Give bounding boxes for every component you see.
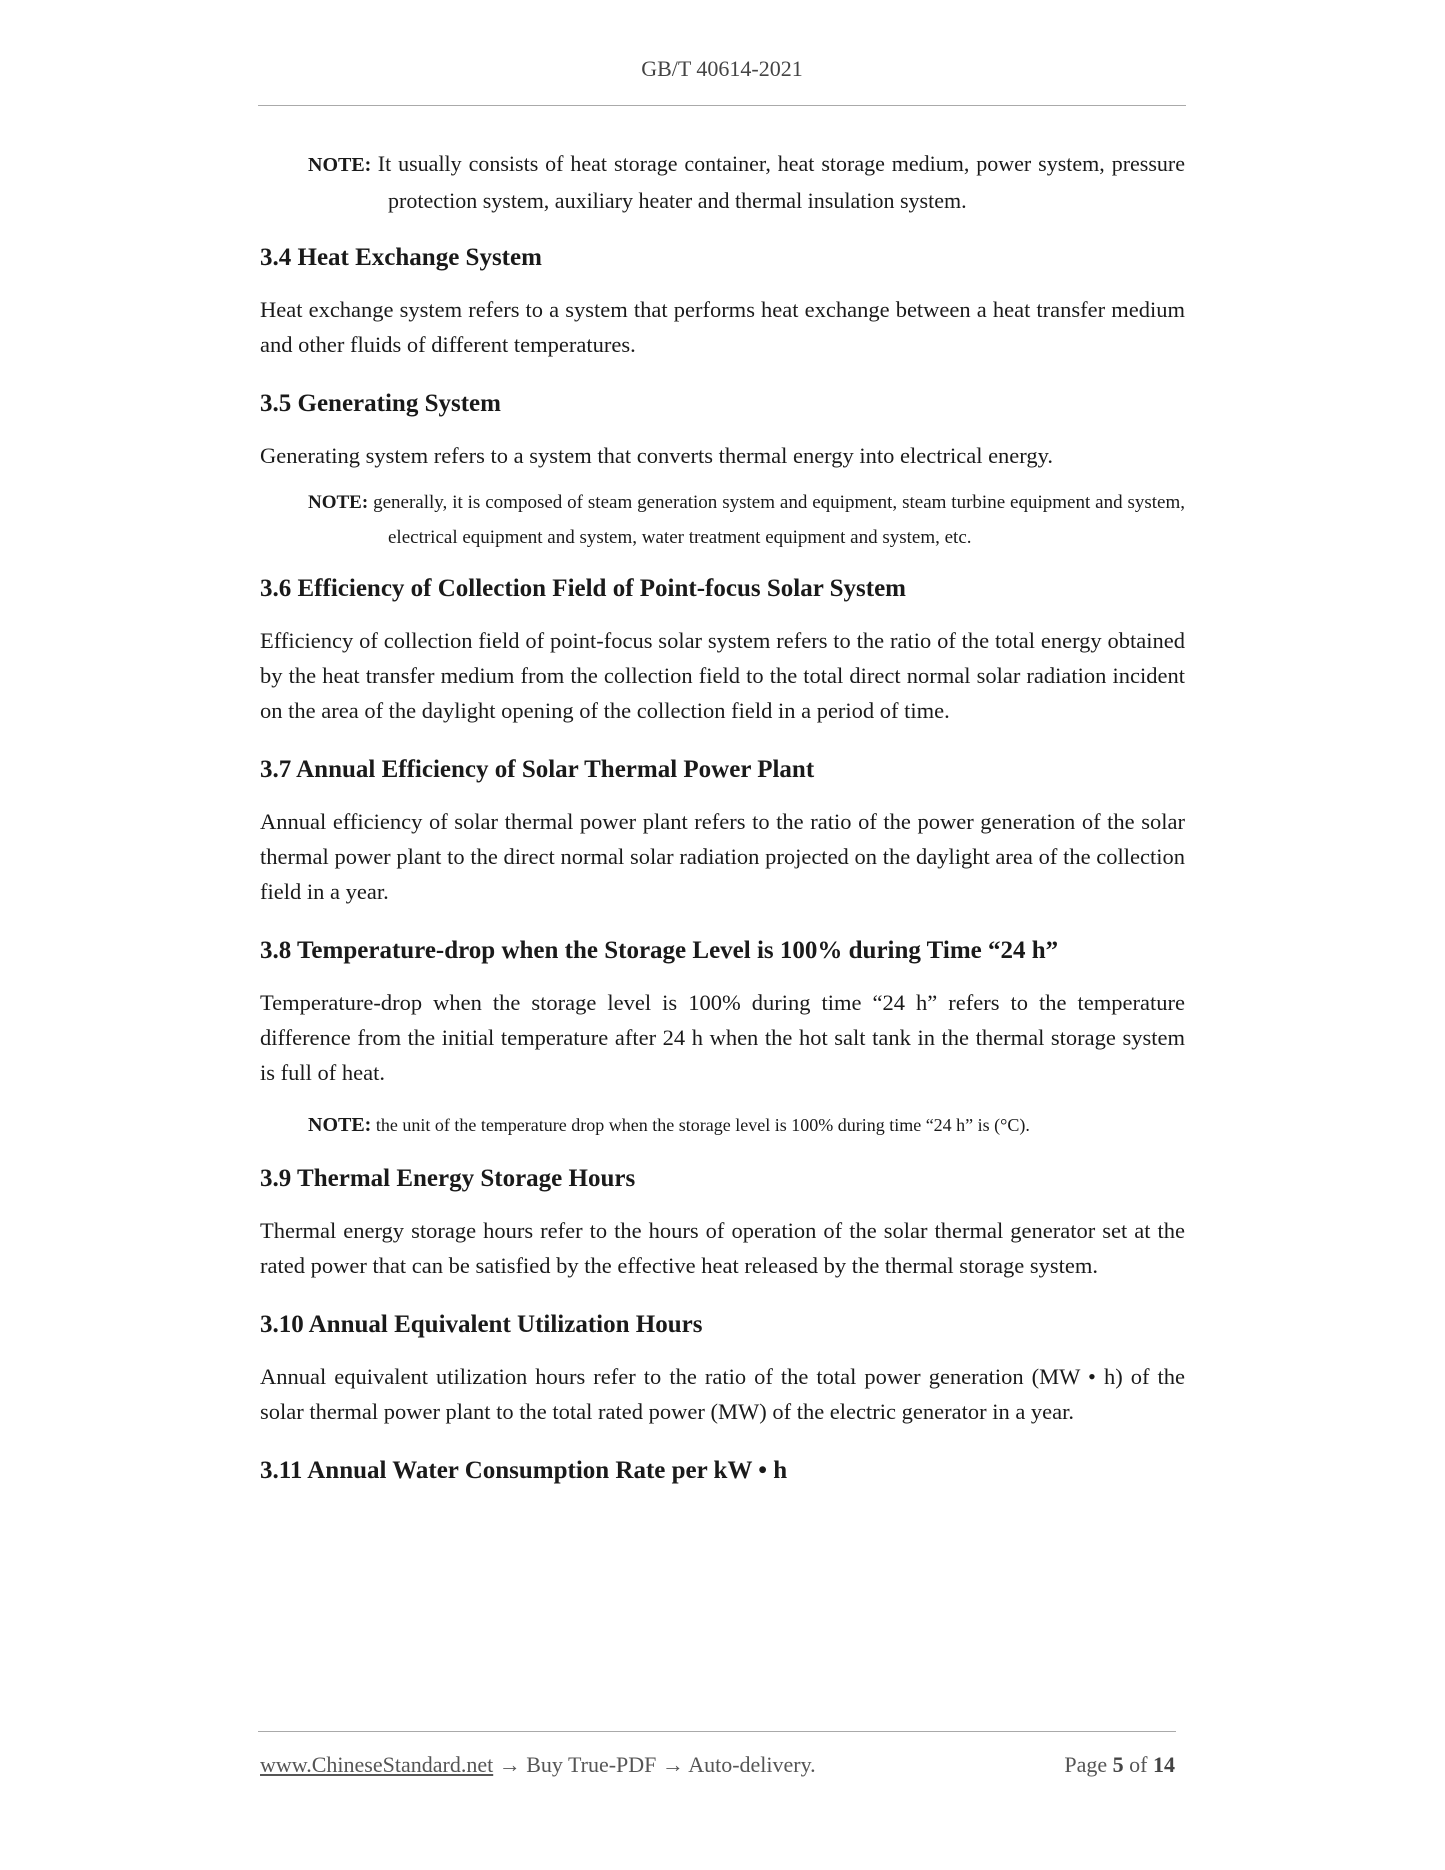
note-label: NOTE:	[308, 1114, 372, 1136]
page-number: 5	[1112, 1752, 1124, 1777]
note-generating-system	[308, 485, 1185, 555]
section-3-7-body: Annual efficiency of solar thermal power plant refers to the ratio of the power generation of the solar thermal power plant to the direct normal solar radiation projected on the daylight area of the collection field in a year.	[260, 809, 1185, 904]
site-link[interactable]: www.ChineseStandard.net	[260, 1752, 494, 1777]
note-text: the unit of the temperature drop when the storage level is 100% during time “24 h” is (°C).	[375, 1115, 1030, 1135]
section-3-8-body: Temperature-drop when the storage level is 100% during time “24 h” refers to the temperature difference from the initial temperature after 24 h when the hot salt tank in the thermal storage system is full of heat.	[260, 990, 1185, 1085]
note-label: NOTE:	[308, 154, 372, 176]
section-3-10-body: Annual equivalent utilization hours refer to the ratio of the total power generation (MW • h) of the solar thermal power plant to the total rated power (MW) of the electric generator in a year.	[260, 1364, 1185, 1424]
section-3-6-title: 3.6 Efficiency of Collection Field of Point-focus Solar System	[260, 575, 906, 602]
note-heat-storage	[308, 146, 1185, 220]
footer-divider	[258, 1731, 1176, 1732]
section-3-5-title: 3.5 Generating System	[260, 390, 501, 417]
section-3-10-title: 3.10 Annual Equivalent Utilization Hours	[260, 1311, 703, 1338]
page-word: Page	[1064, 1752, 1108, 1777]
section-3-9-body: Thermal energy storage hours refer to the hours of operation of the solar thermal generator set at the rated power that can be satisfied by the effective heat released by the thermal storage system.	[260, 1218, 1185, 1278]
note-text: generally, it is composed of steam generation system and equipment, steam turbine equipment and system, electrical equipment and system, water treatment equipment and system, etc.	[373, 492, 1186, 548]
section-3-7-title: 3.7 Annual Efficiency of Solar Thermal Power Plant	[260, 756, 815, 783]
page-total: 14	[1153, 1752, 1175, 1777]
section-3-9-title: 3.9 Thermal Energy Storage Hours	[260, 1165, 636, 1192]
section-3-6-body: Efficiency of collection field of point-focus solar system refers to the ratio of the total energy obtained by the heat transfer medium from the collection field to the total direct normal solar radiation incident on the area of the daylight opening of the collection field in a period of time.	[260, 628, 1185, 723]
section-3-8-title: 3.8 Temperature-drop when the Storage Level is 100% during Time “24 h”	[260, 937, 1059, 964]
header-divider	[258, 105, 1186, 106]
note-label: NOTE:	[308, 492, 369, 513]
section-3-5-body: Generating system refers to a system that converts thermal energy into electrical energy.	[260, 443, 1054, 468]
section-3-11-title: 3.11 Annual Water Consumption Rate per kW • h	[260, 1457, 788, 1484]
footer-tagline: → Buy True-PDF → Auto-delivery.	[493, 1752, 816, 1777]
note-text: It usually consists of heat storage container, heat storage medium, power system, pressure protection system, auxiliary heater and thermal insulation system.	[377, 151, 1186, 213]
footer-promo	[260, 1752, 816, 1778]
document-body	[260, 146, 1185, 1489]
note-temperature-drop	[308, 1108, 1185, 1143]
section-3-4-body: Heat exchange system refers to a system that performs heat exchange between a heat transfer medium and other fluids of different temperatures.	[260, 297, 1185, 357]
section-3-4-title: 3.4 Heat Exchange System	[260, 244, 542, 271]
page-indicator	[1064, 1752, 1175, 1778]
of-word: of	[1129, 1752, 1148, 1777]
page-header: GB/T 40614-2021	[641, 56, 803, 81]
